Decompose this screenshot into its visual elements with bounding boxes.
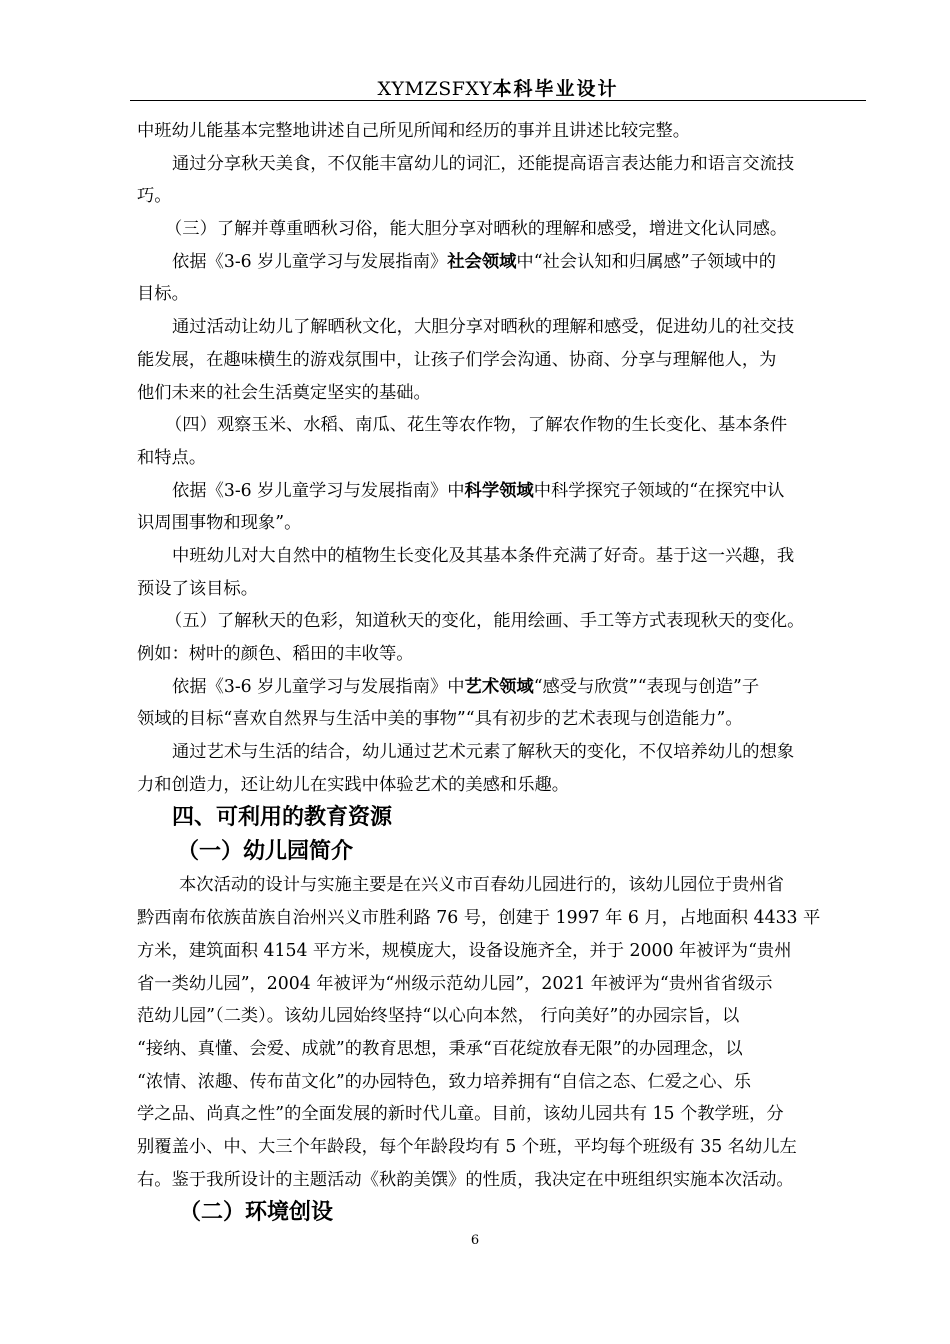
text-line: 右。鉴于我所设计的主题活动《秋韵美馔》的性质，我决定在中班组织实施本次活动。 xyxy=(137,1169,794,1190)
text-line: 中班幼儿能基本完整地讲述自己所见所闻和经历的事并且讲述比较完整。 xyxy=(137,121,691,141)
text-line xyxy=(137,475,863,508)
text-line: 和特点。 xyxy=(137,447,207,468)
text-span: 依据《3-6 岁儿童学习与发展指南》中 xyxy=(172,480,465,501)
goal-heading-3: （三）了解并尊重晒秋习俗，能大胆分享对晒秋的理解和感受，增进文化认同感。 xyxy=(165,219,788,240)
text-line: 能发展，在趣味横生的游戏氛围中，让孩子们学会沟通、协商、分享与理解他人，为 xyxy=(137,349,777,370)
goal-heading-4: （四）观察玉米、水稻、南瓜、花生等农作物，了解农作物的生长变化、基本条件 xyxy=(165,415,788,436)
text-line: 通过活动让幼儿了解晒秋文化，大胆分享对晒秋的理解和感受，促进幼儿的社交技 xyxy=(172,317,795,338)
section-title: 四、可利用的教育资源 xyxy=(172,805,393,831)
text-span: 中科学探究子领域的“在探究中认 xyxy=(533,480,785,501)
text-span: 依据《3-6 岁儿童学习与发展指南》中 xyxy=(172,676,465,697)
page-body xyxy=(137,115,863,1230)
page-number: 6 xyxy=(470,1233,480,1248)
art-domain-term: 艺术领域 xyxy=(464,676,534,697)
text-line: 巧。 xyxy=(137,186,172,207)
text-span: “感受与欣赏”“表现与创造”子 xyxy=(533,676,760,697)
text-line: 领域的目标“喜欢自然界与生活中美的事物”“具有初步的艺术表现与创造能力”。 xyxy=(137,709,743,730)
text-line: 黔西南布依族苗族自治州兴义市胜利路 76 号，创建于 1997 年 6 月，占地面积 4433 平 xyxy=(137,908,821,929)
text-line: 预设了该目标。 xyxy=(137,578,258,599)
subsection-title: （二）环境创设 xyxy=(179,1200,334,1226)
text-line: 通过分享秋天美食，不仅能丰富幼儿的词汇，还能提高语言表达能力和语言交流技 xyxy=(172,153,795,174)
text-line: 别覆盖小、中、大三个年龄段，每个年龄段均有 5 个班，平均每个班级有 35 名幼儿左 xyxy=(137,1136,797,1157)
text-line: 他们未来的社会生活奠定坚实的基础。 xyxy=(137,382,431,403)
text-line: 识周围事物和现象”。 xyxy=(137,513,302,534)
text-line: “浓情、浓趣、传布苗文化”的办园特色，致力培养拥有“自信之态、仁爱之心、乐 xyxy=(137,1071,752,1092)
text-span: 依据《3-6 岁儿童学习与发展指南》 xyxy=(172,251,448,272)
page-header xyxy=(130,74,866,102)
goal-heading-5: （五）了解秋天的色彩，知道秋天的变化，能用绘画、手工等方式表现秋天的变化。 xyxy=(165,611,805,632)
text-line xyxy=(137,246,863,279)
text-line: 通过艺术与生活的结合，幼儿通过艺术元素了解秋天的变化，不仅培养幼儿的想象 xyxy=(172,742,795,763)
text-line: 中班幼儿对大自然中的植物生长变化及其基本条件充满了好奇。基于这一兴趣，我 xyxy=(172,545,795,566)
text-line: 方米，建筑面积 4154 平方米，规模庞大，设备设施齐全，并于 2000 年被评为“贵州 xyxy=(137,940,792,961)
text-line: 目标。 xyxy=(137,284,189,305)
text-line: 例如：树叶的颜色、稻田的丰收等。 xyxy=(137,644,414,664)
text-line: 本次活动的设计与实施主要是在兴义市百春幼儿园进行的，该幼儿园位于贵州省 xyxy=(179,875,784,896)
text-span: 中“社会认知和归属感”子领域中的 xyxy=(516,251,777,272)
text-line: 范幼儿园”（二类）。该幼儿园始终坚持“以心向本然， 行向美好”的办园宗旨，以 xyxy=(137,1006,740,1027)
text-line xyxy=(137,671,863,704)
subsection-title: （一）幼儿园简介 xyxy=(177,839,354,865)
text-line: 力和创造力，还让幼儿在实践中体验艺术的美感和乐趣。 xyxy=(137,774,570,795)
header-code: XYMZSFXY xyxy=(377,78,493,100)
text-line: “接纳、真懂、会爱、成就”的教育思想，秉承“百花绽放春无限”的办园理念，以 xyxy=(137,1038,743,1059)
social-domain-term: 社会领域 xyxy=(447,251,517,272)
header-rule xyxy=(130,100,866,101)
header-title: 本科毕业设计 xyxy=(492,78,619,100)
science-domain-term: 科学领域 xyxy=(464,480,534,501)
text-line: 学之品、尚真之性”的全面发展的新时代儿童。目前，该幼儿园共有 15 个教学班，分 xyxy=(137,1104,784,1125)
text-line: 省一类幼儿园”，2004 年被评为“州级示范幼儿园”，2021 年被评为“贵州省省级示 xyxy=(137,973,773,994)
